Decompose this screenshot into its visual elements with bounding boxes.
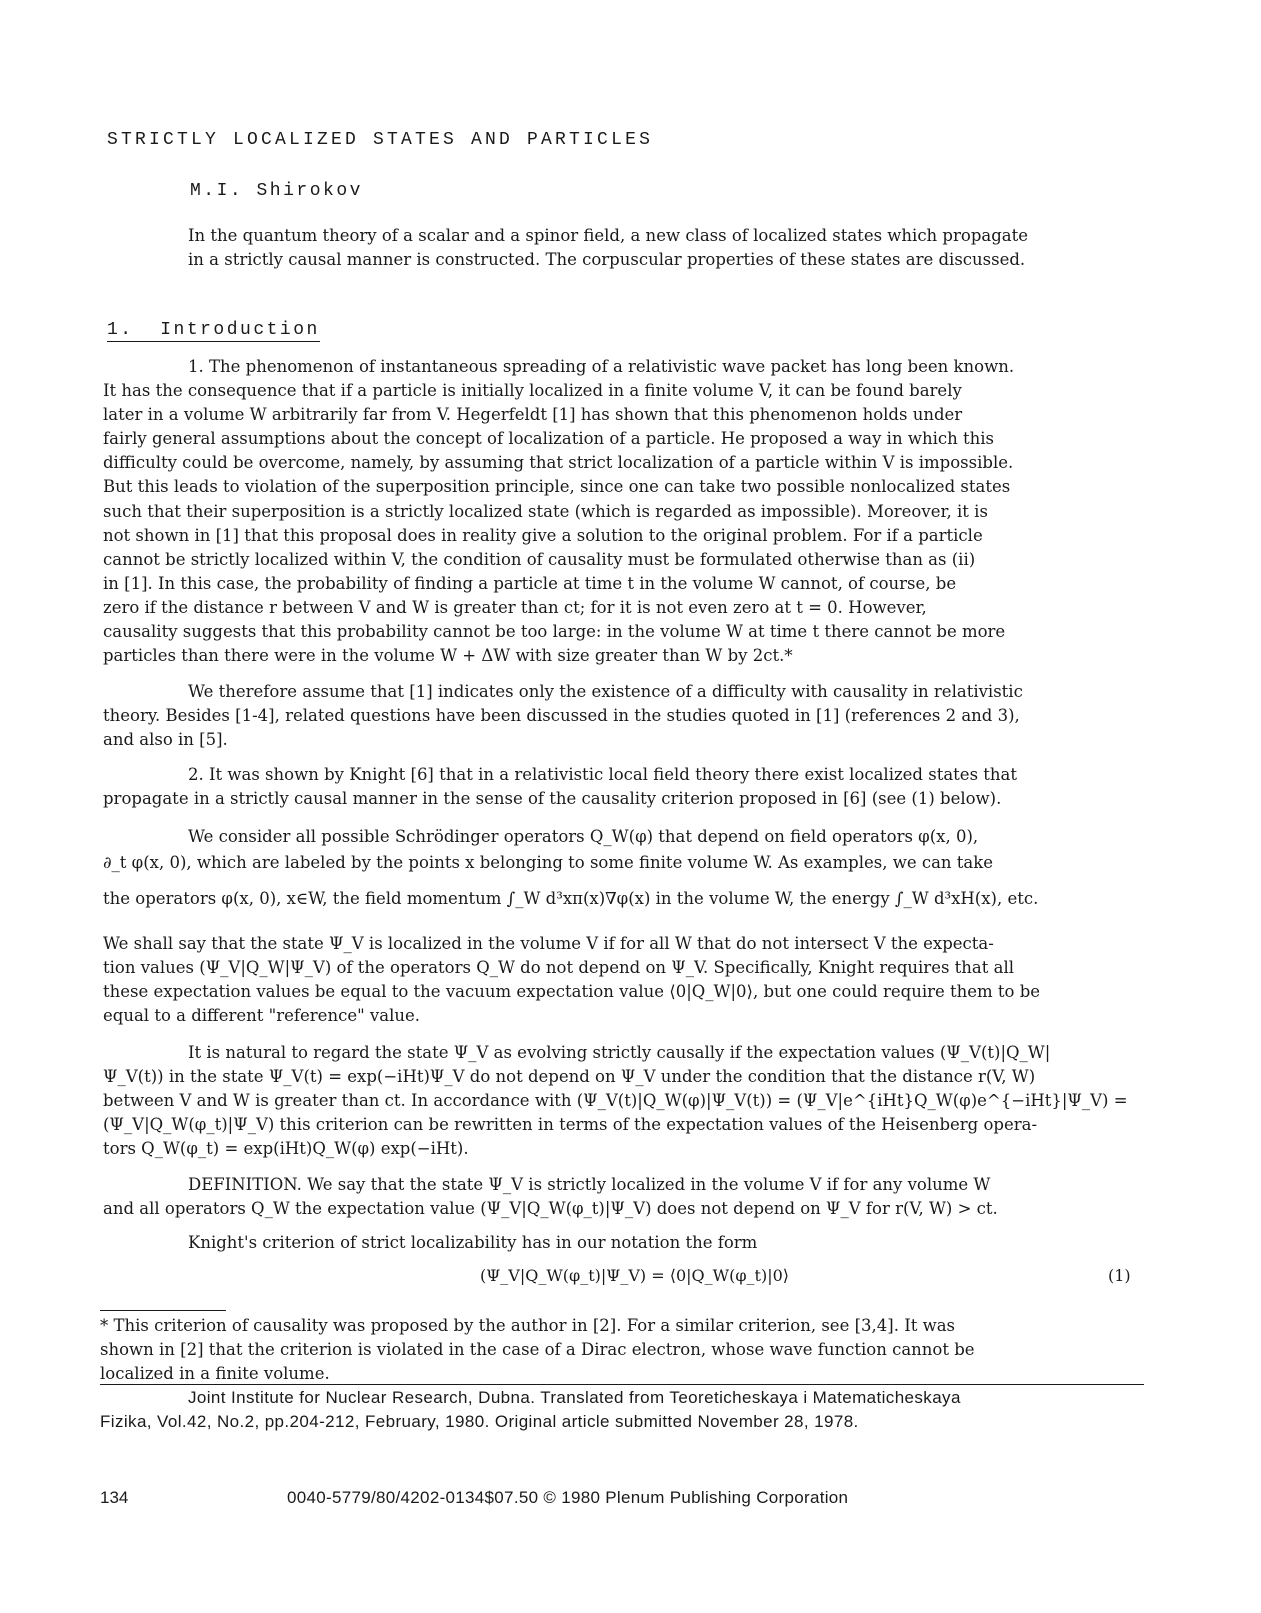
text-line: these expectation values be equal to the vacuum expectation value ⟨0|Q_W|0⟩, but one could require them to be xyxy=(103,982,1041,1002)
paragraph-2 xyxy=(103,680,1133,752)
affiliation xyxy=(100,1386,1160,1434)
text-line: such that their superposition is a strictly localized state (which is regarded as impossible). Moreover, it is xyxy=(103,501,988,521)
text-line: fairly general assumptions about the concept of localization of a particle. He proposed a way in which this xyxy=(103,429,994,449)
text-line: 1. The phenomenon of instantaneous spreading of a relativistic wave packet has long been known. xyxy=(188,357,1015,376)
text-line: We shall say that the state Ψ_V is localized in the volume V if for all W that do not intersect V the expecta- xyxy=(103,934,994,953)
text-line: But this leads to violation of the superposition principle, since one can take two possible nonlocalized states xyxy=(103,477,1011,497)
text-line: zero if the distance r between V and W is greater than ct; for it is not even zero at t = 0. However, xyxy=(103,597,927,617)
text-line: DEFINITION. We say that the state Ψ_V is strictly localized in the volume V if for any volume W xyxy=(188,1175,991,1194)
text-line: causality suggests that this probability cannot be too large: in the volume W at time t there cannot be more xyxy=(103,622,1006,642)
text-line: difficulty could be overcome, namely, by assuming that strict localization of a particle within V is impossible. xyxy=(103,453,1014,473)
section-title: Introduction xyxy=(160,320,320,340)
equation-number: (1) xyxy=(1108,1266,1131,1285)
text-line: later in a volume W arbitrarily far from V. Hegerfeldt [1] has shown that this phenomenon holds under xyxy=(103,405,963,425)
text-line: tors Q_W(φ_t) = exp(iHt)Q_W(φ) exp(−iHt). xyxy=(103,1139,469,1159)
author-name: M.I. Shirokov xyxy=(190,181,363,201)
text-line: and also in [5]. xyxy=(103,730,228,750)
text-line: equal to a different "reference" value. xyxy=(103,1006,420,1026)
text-line: not shown in [1] that this proposal does in reality give a solution to the original problem. For if a particle xyxy=(103,525,983,545)
text-line: We therefore assume that [1] indicates only the existence of a difficulty with causality in relativistic xyxy=(188,682,1023,701)
definition-paragraph xyxy=(103,1173,1133,1221)
copyright-line: 0040-5779/80/4202-0134$07.50 © 1980 Plenum Publishing Corporation xyxy=(287,1488,849,1507)
text-line: We consider all possible Schrödinger operators Q_W(φ) that depend on field operators φ(x, 0), xyxy=(188,827,979,846)
section-heading xyxy=(107,320,320,340)
text-line: the operators φ(x, 0), x∈W, the field momentum ∫_W d³xπ(x)∇φ(x) in the volume W, the energy ∫_W d³xH(x), etc. xyxy=(103,889,1039,908)
text-line: Ψ_V(t)) in the state Ψ_V(t) = exp(−iHt)Ψ_V do not depend on Ψ_V under the condition that the distance r(V, W) xyxy=(103,1067,1036,1087)
paragraph-5 xyxy=(103,932,1133,1028)
section-number: 1. xyxy=(107,320,134,340)
text-line: It is natural to regard the state Ψ_V as evolving strictly causally if the expectation values (Ψ_V(t)|Q_W| xyxy=(188,1043,1051,1062)
text-line: and all operators Q_W the expectation value (Ψ_V|Q_W(φ_t)|Ψ_V) does not depend on Ψ_V for r(V, W) > ct. xyxy=(103,1199,998,1219)
paragraph-6 xyxy=(103,1041,1133,1161)
footnote-line: shown in [2] that the criterion is violated in the case of a Dirac electron, whose wave function cannot be xyxy=(100,1340,975,1359)
text-line: particles than there were in the volume W + ΔW with size greater than W by 2ct.* xyxy=(103,646,793,666)
footnote-line: * This criterion of causality was proposed by the author in [2]. For a similar criterion, see [3,4]. It was xyxy=(100,1316,956,1335)
text-line: (Ψ_V|Q_W(φ_t)|Ψ_V) this criterion can be rewritten in terms of the expectation values of the Heisenberg opera- xyxy=(103,1115,1038,1135)
paragraph-8 xyxy=(103,1231,1133,1255)
affiliation-line: Joint Institute for Nuclear Research, Dubna. Translated from Teoreticheskaya i Matematicheskaya xyxy=(188,1388,961,1407)
text-line: It has the consequence that if a particle is initially localized in a finite volume V, it can be found barely xyxy=(103,381,962,401)
text-line: Knight's criterion of strict localizability has in our notation the form xyxy=(188,1233,758,1252)
footnote xyxy=(100,1314,1140,1386)
footnote-line: localized in a finite volume. xyxy=(100,1364,330,1383)
text-line: cannot be strictly localized within V, the condition of causality must be formulated otherwise than as (ii) xyxy=(103,549,976,569)
footnote-bottom-rule xyxy=(100,1384,1144,1385)
text-line: between V and W is greater than ct. In accordance with (Ψ_V(t)|Q_W(φ)|Ψ_V(t)) = (Ψ_V|e^{iHt}Q_W(φ)e^{−iHt}|Ψ_V) = xyxy=(103,1091,1128,1111)
paragraph-4 xyxy=(103,824,1133,912)
paragraph-1 xyxy=(103,355,1133,668)
affiliation-line: Fizika, Vol.42, No.2, pp.204-212, February, 1980. Original article submitted November 28, 1978. xyxy=(100,1412,859,1431)
equation-1: (Ψ_V|Q_W(φ_t)|Ψ_V) = ⟨0|Q_W(φ_t)|0⟩ xyxy=(480,1266,789,1285)
page-number: 134 xyxy=(100,1488,129,1507)
paragraph-3 xyxy=(103,763,1133,811)
text-line: in [1]. In this case, the probability of finding a particle at time t in the volume W cannot, of course, be xyxy=(103,573,957,593)
text-line: theory. Besides [1-4], related questions have been discussed in the studies quoted in [1] (references 2 and 3), xyxy=(103,706,1020,726)
text-line: tion values (Ψ_V|Q_W|Ψ_V) of the operators Q_W do not depend on Ψ_V. Specifically, Knight requires that all xyxy=(103,958,1015,978)
abstract: In the quantum theory of a scalar and a spinor field, a new class of localized states which propagate in a strictly causal manner is constructed. The corpuscular properties of these states are discussed. xyxy=(188,226,1029,269)
text-line: 2. It was shown by Knight [6] that in a relativistic local field theory there exist localized states that xyxy=(188,765,1018,784)
text-line: ∂_t φ(x, 0), which are labeled by the points x belonging to some finite volume W. As examples, we can take xyxy=(103,853,994,872)
paper-title: STRICTLY LOCALIZED STATES AND PARTICLES xyxy=(107,130,654,150)
text-line: propagate in a strictly causal manner in the sense of the causality criterion proposed in [6] (see (1) below). xyxy=(103,789,1002,809)
footnote-separator xyxy=(100,1310,226,1311)
